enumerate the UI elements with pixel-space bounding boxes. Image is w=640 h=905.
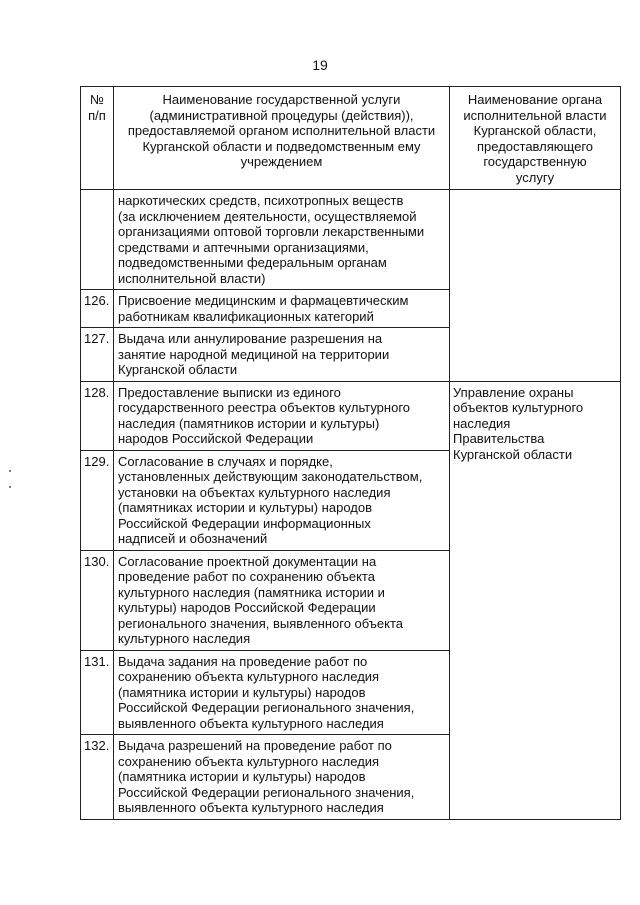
org-cell-health [450, 190, 621, 382]
header-num [81, 87, 114, 190]
service-name-text: Согласование проектной документации на проведение работ по сохранению объекта культурного наследия (памятника истории и культуры) народов Российской Федерации регионального значения, выявленного объекта культурного наследия [118, 553, 404, 646]
service-name-text: Предоставление выписки из единого государственного реестра объектов культурного наследия (памятников истории и культуры) народов Российской Федерации [118, 384, 411, 446]
service-name-text: Присвоение медицинским и фармацевтическим работникам квалификационных категорий [118, 293, 409, 324]
page-number: 19 [312, 57, 328, 73]
service-name [114, 381, 450, 450]
org-cell-culture [450, 381, 621, 819]
service-name [114, 328, 450, 382]
row-number: 131. [81, 650, 114, 735]
service-name [114, 290, 450, 328]
service-name-text: Выдача разрешений на проведение работ по сохранению объекта культурного наследия (памятника истории и культуры) народов Российской Федерации регионального значения, выявленного объекта культурного наследия [118, 738, 415, 815]
service-name-text: наркотических средств, психотропных веществ (за исключением деятельности, осуществляемой организациями оптовой торговли лекарственными средствами и аптечными организациями, подведомственными федеральным органам исполнительной власти) [118, 193, 425, 286]
service-name [114, 650, 450, 735]
scan-speck [9, 470, 11, 472]
header-org-text: Наименование органа исполнительной власти Курганской области, предоставляющего государственную услугу [463, 92, 607, 185]
services-table [80, 86, 621, 820]
row-number [81, 190, 114, 290]
table-header-row [81, 87, 621, 190]
header-service-text: Наименование государственной услуги (административной процедуры (действия)), предоставляемой органом исполнительной власти Курганской области и подведомственным ему учреждением [127, 92, 436, 169]
scan-speck [9, 486, 11, 488]
service-name [114, 550, 450, 650]
header-service [114, 87, 450, 190]
row-number: 128. [81, 381, 114, 450]
row-number: 132. [81, 735, 114, 820]
row-number: 129. [81, 450, 114, 550]
row-number: 130. [81, 550, 114, 650]
table-row [81, 381, 621, 450]
table-row [81, 190, 621, 290]
header-num-text: № п/п [88, 92, 106, 123]
header-org [450, 87, 621, 190]
service-name-text: Выдача или аннулирование разрешения на занятие народной медициной на территории Курганской области [118, 331, 390, 377]
row-number: 126. [81, 290, 114, 328]
row-number: 127. [81, 328, 114, 382]
service-name [114, 735, 450, 820]
org-name-text: Управление охраны объектов культурного наследия Правительства Курганской области [453, 384, 584, 462]
service-name [114, 190, 450, 290]
service-name-text: Согласование в случаях и порядке, установленных действующим законодательством, установки на объектах культурного наследия (памятниках истории и культуры) народов Российской Федерации информационных надписей и обозначений [118, 453, 423, 546]
service-name [114, 450, 450, 550]
service-name-text: Выдача задания на проведение работ по сохранению объекта культурного наследия (памятника истории и культуры) народов Российской Федерации регионального значения, выявленного объекта культурного наследия [118, 653, 415, 731]
